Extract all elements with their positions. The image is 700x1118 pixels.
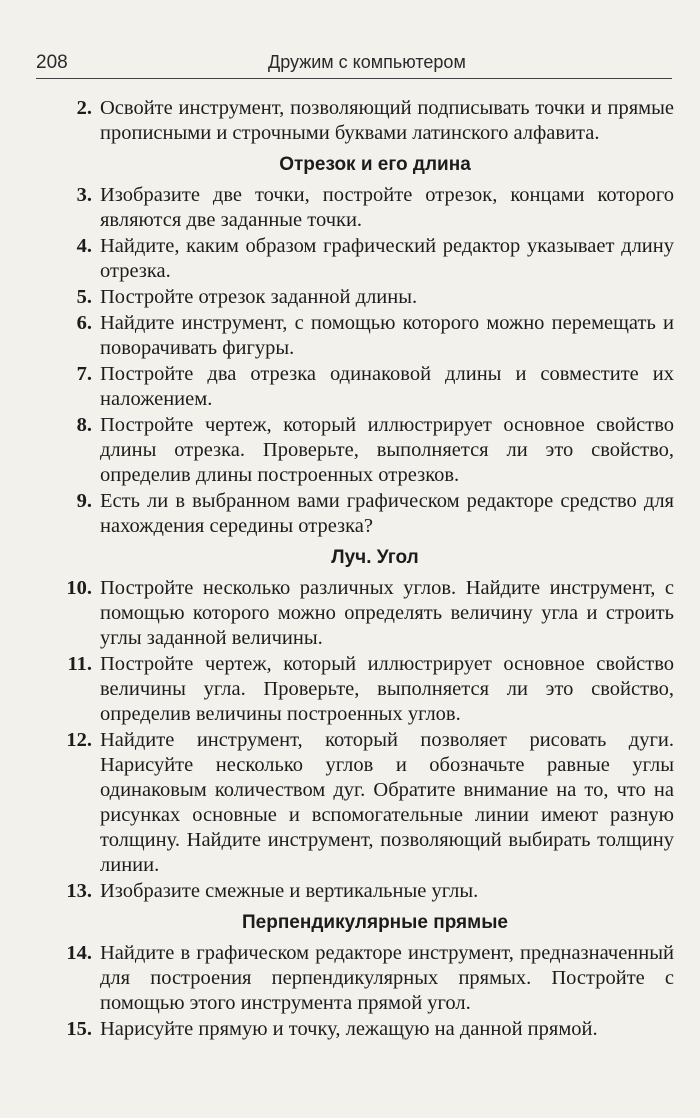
exercise-text: Освойте инструмент, позволяющий подписывать точки и прямые прописными и строчными буквами латинского алфавита. (100, 97, 674, 144)
exercise-number: 8. (76, 414, 92, 436)
exercise-text: Найдите инструмент, который позволяет рисовать дуги. Нарисуйте несколько углов и обозначьте равные углы одинаковым количеством дуг. Обратите внимание на то, что на рисунках основные и вспомогательные линии имеют разную толщину. Найдите инструмент, позволяющий выбирать толщину линии. (100, 729, 674, 876)
exercise-item (36, 1017, 674, 1042)
exercise-number: 5. (76, 286, 92, 308)
section-title: Перпендикулярные прямые (242, 912, 508, 933)
exercise-number: 13. (66, 880, 92, 902)
exercise-number: 14. (66, 942, 92, 964)
exercise-number: 3. (76, 184, 92, 206)
page-header (0, 50, 700, 80)
exercise-item (36, 413, 674, 488)
exercise-item (36, 96, 674, 146)
section-title: Отрезок и его длина (279, 154, 471, 175)
exercise-number: 7. (76, 363, 92, 385)
exercise-text: Постройте чертеж, который иллюстрирует основное свойство величины угла. Проверьте, выполняется ли это свойство, определив величины построенных углов. (100, 653, 674, 725)
exercise-item (36, 489, 674, 539)
exercise-item (36, 311, 674, 361)
exercise-number: 11. (67, 653, 92, 675)
exercise-text: Найдите инструмент, с помощью которого можно перемещать и поворачивать фигуры. (100, 312, 674, 359)
exercise-list (36, 96, 674, 1043)
exercise-text: Постройте два отрезка одинаковой длины и совместите их наложением. (100, 363, 674, 410)
exercise-item (36, 362, 674, 412)
exercise-number: 10. (66, 577, 92, 599)
page-number: 208 (36, 52, 68, 73)
exercise-item (36, 941, 674, 1016)
exercise-text: Нарисуйте прямую и точку, лежащую на данной прямой. (100, 1018, 598, 1040)
exercise-item (36, 879, 674, 904)
exercise-number: 12. (66, 729, 92, 751)
exercise-item (36, 652, 674, 727)
header-rule (36, 78, 672, 79)
exercise-text: Есть ли в выбранном вами графическом редакторе средство для нахождения середины отрезка? (100, 490, 674, 537)
exercise-item (36, 183, 674, 233)
running-title: Дружим с компьютером (268, 52, 466, 72)
exercise-number: 15. (66, 1018, 92, 1040)
exercise-number: 4. (76, 235, 92, 257)
exercise-number: 9. (76, 490, 92, 512)
exercise-text: Найдите в графическом редакторе инструмент, предназначенный для построения перпендикулярных прямых. Постройте с помощью этого инструмента прямой угол. (100, 942, 674, 1014)
exercise-text: Изобразите смежные и вертикальные углы. (100, 880, 479, 902)
exercise-text: Постройте несколько различных углов. Найдите инструмент, с помощью которого можно определять величину угла и строить углы заданной величины. (100, 577, 674, 649)
exercise-text: Постройте отрезок заданной длины. (100, 286, 418, 308)
exercise-item (36, 728, 674, 878)
exercise-item (36, 285, 674, 310)
exercise-text: Постройте чертеж, который иллюстрирует основное свойство длины отрезка. Проверьте, выполняется ли это свойство, определив длины построенных отрезков. (100, 414, 674, 486)
exercise-text: Изобразите две точки, постройте отрезок, концами которого являются две заданные точки. (100, 184, 674, 231)
exercise-number: 2. (76, 97, 92, 119)
section-title: Луч. Угол (331, 547, 419, 568)
exercise-text: Найдите, каким образом графический редактор указывает длину отрезка. (100, 235, 674, 282)
exercise-item (36, 234, 674, 284)
exercise-number: 6. (76, 312, 92, 334)
exercise-item (36, 576, 674, 651)
